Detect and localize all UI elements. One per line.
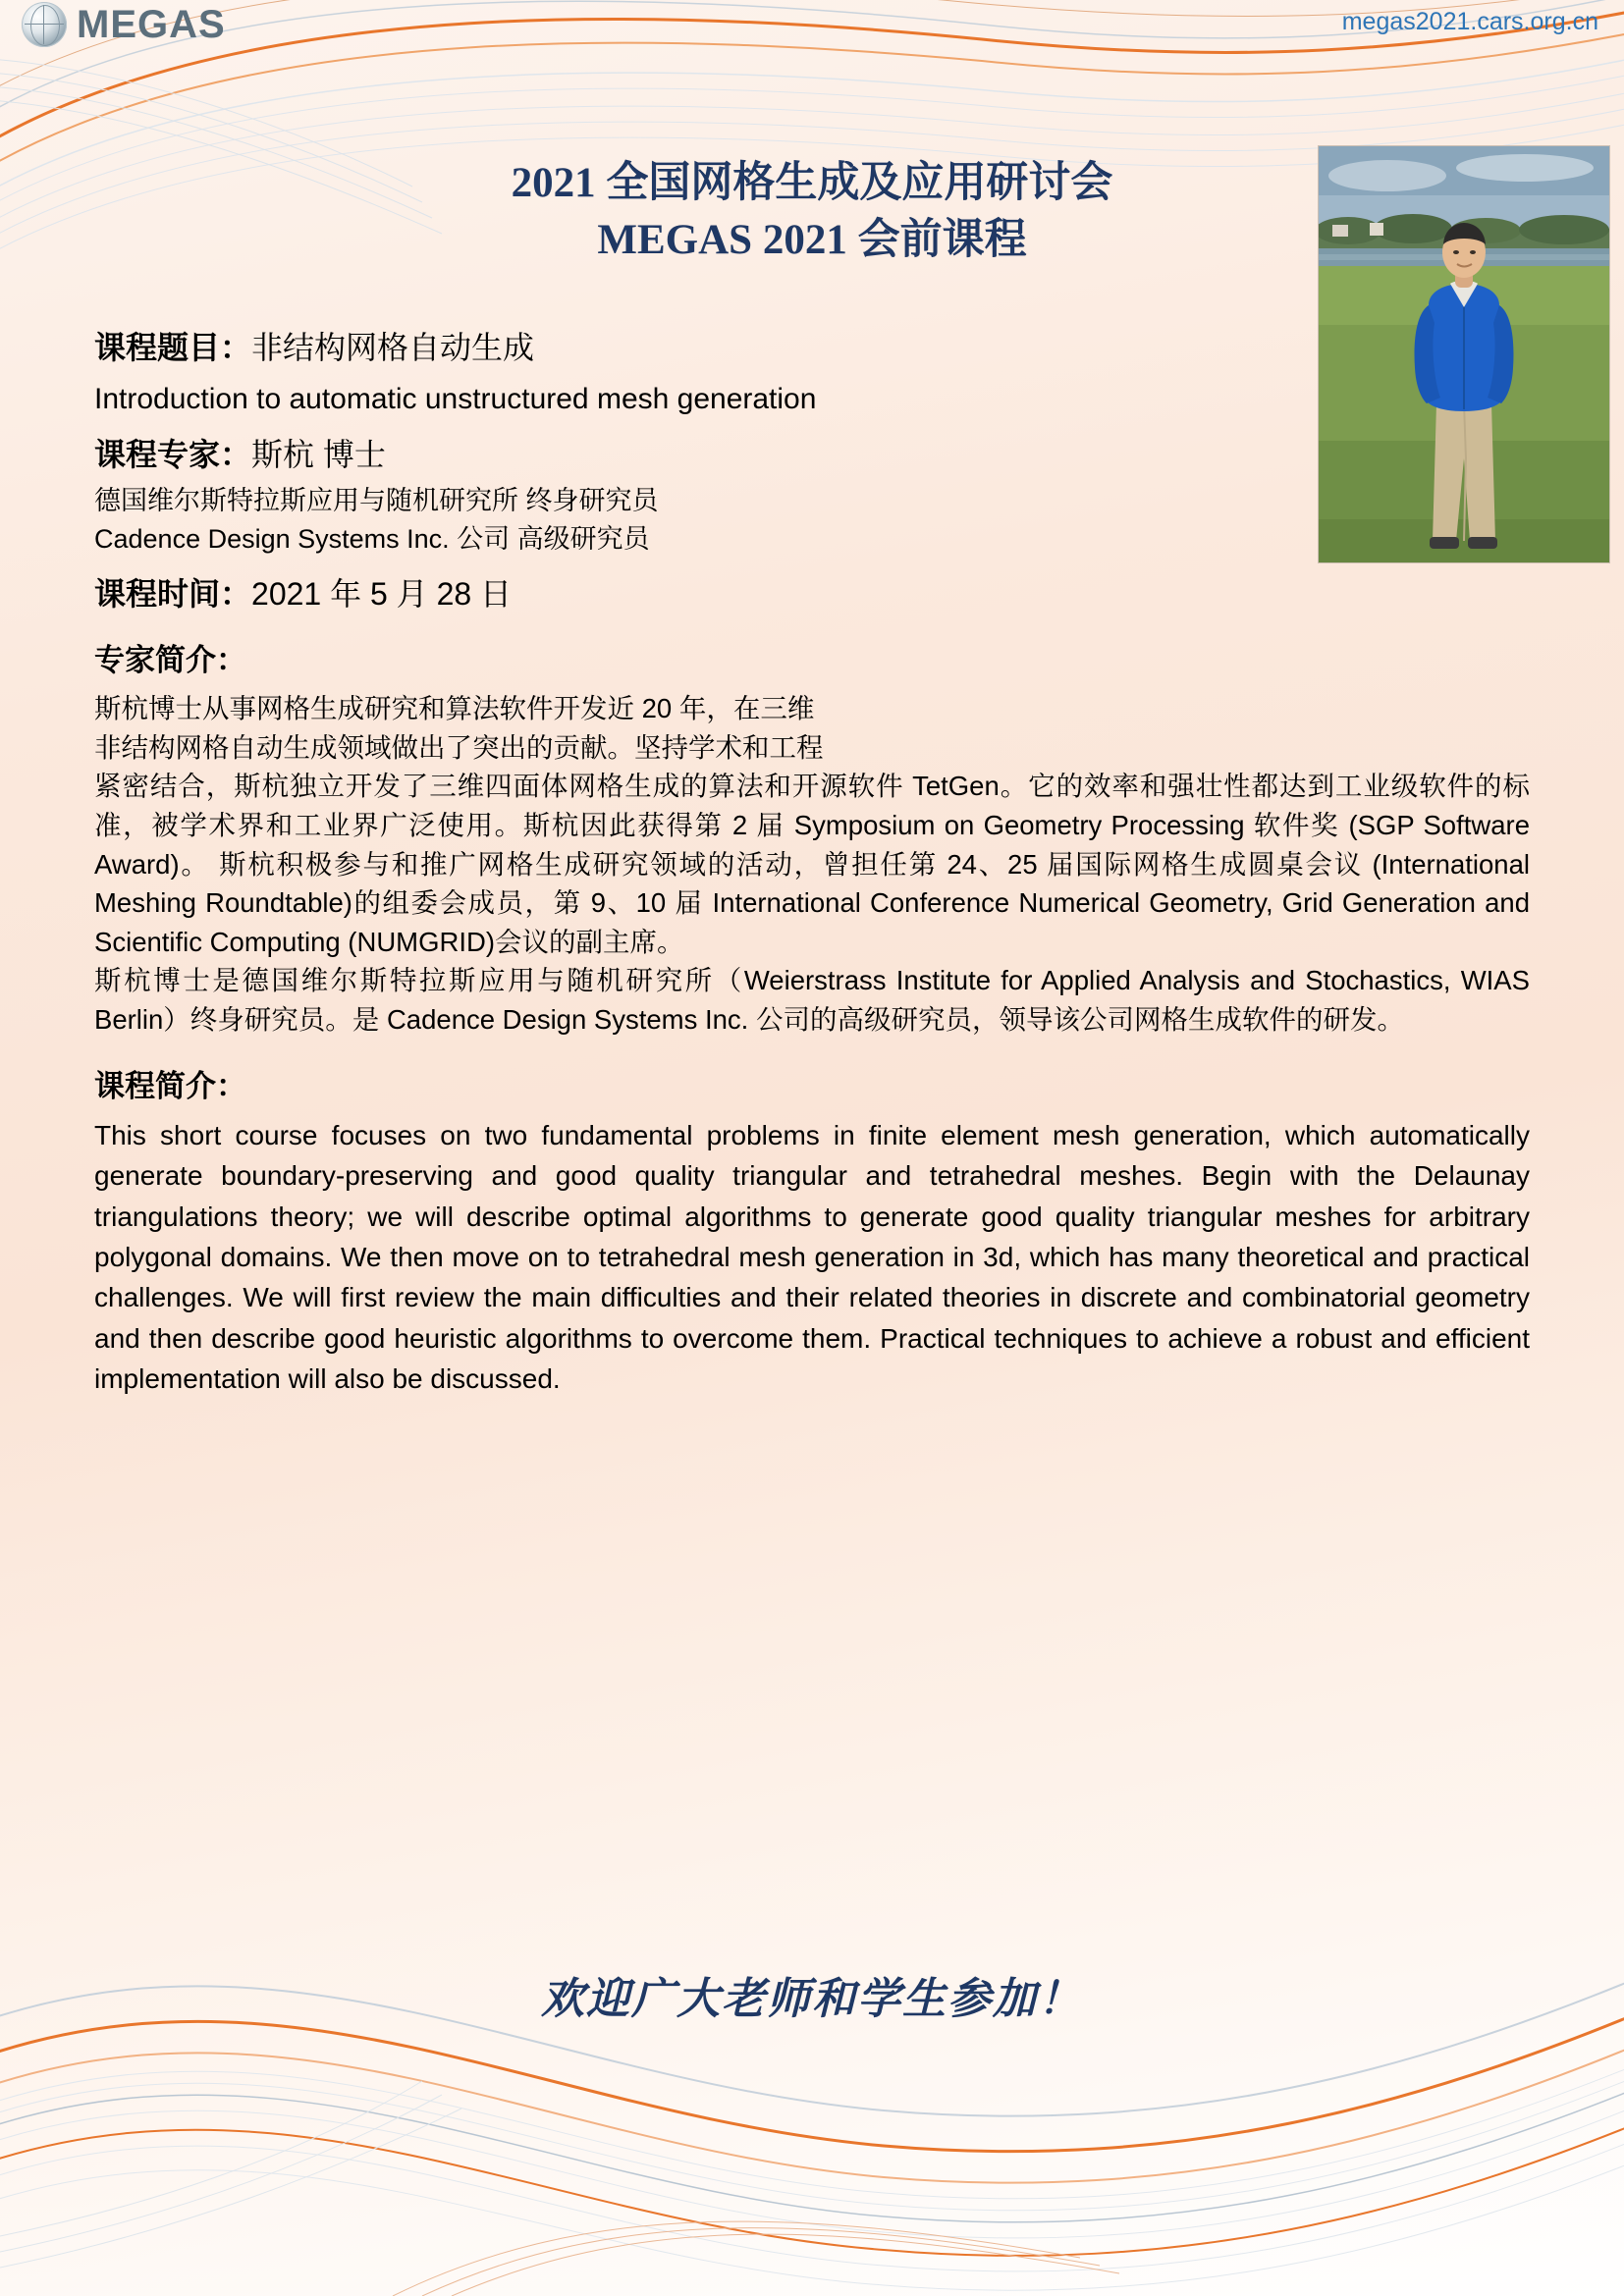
course-time-value: 2021 年 5 月 28 日 <box>251 576 513 613</box>
globe-icon <box>22 2 67 47</box>
course-title-en: Introduction to automatic unstructured mesh generation <box>94 383 817 415</box>
course-time-row <box>94 570 1530 617</box>
poster-body <box>94 324 1530 1400</box>
bio-line-2: 非结构网格自动生成领域做出了突出的贡献。坚持学术和工程 <box>94 731 824 763</box>
speaker-portrait <box>1318 145 1610 563</box>
bio-paragraph-main: 紧密结合，斯杭独立开发了三维四面体网格生成的算法和开源软件 TetGen。它的效率和强壮性都达到工业级软件的标准，被学术界和工业界广泛使用。斯杭因此获得第 2 届 Symposium on Geometry Processing 软件奖 (SGP Software Award)。 斯杭积极参与和推广网格生成研究领域的活动，曾担任第 24、25 届国际网格生成圆桌会议 (International Meshing Roundtable)的组委会成员，第 9、10 届 International Conference Numerical Geometry, Grid Generation and Scientific Computing (NUMGRID)会议的副主席。 <box>94 771 1530 957</box>
course-title-label: 课程题目： <box>94 330 252 365</box>
logo-text: MEGAS <box>77 2 226 46</box>
course-title-row <box>94 324 1530 371</box>
course-title-banner: MEGAS 2021 会前课程 <box>597 216 1027 263</box>
bio-heading: 专家简介： <box>94 643 246 678</box>
course-intro-text: This short course focuses on two fundamental problems in finite element mesh generation, which automatically generate boundary-preserving and good quality triangular and tetrahedral meshes. Begin with the Delaunay triangulations theory; we will describe optimal algorithms to generate good quality triangular meshes for arbitrary polygonal domains. We then move on to tetrahedral mesh generation in 3d, which has many theoretical and practical challenges. We will first review the main difficulties and their related theories in discrete and combinatorial geometry and then describe good heuristic algorithms to overcome them. Practical techniques to achieve a robust and efficient implementation will also be discussed. <box>94 1119 1530 1395</box>
expert-row <box>94 431 1530 478</box>
expert-name: 斯杭 博士 <box>251 437 386 472</box>
globe-ring <box>30 5 60 46</box>
conference-title: 2021 全国网格生成及应用研讨会 <box>511 160 1113 206</box>
megas-logo <box>22 2 226 47</box>
course-intro-block <box>94 1115 1530 1400</box>
bio-block <box>94 689 1530 1039</box>
affiliation-1: 德国维尔斯特拉斯应用与随机研究所 终身研究员 <box>94 486 659 515</box>
site-url-link[interactable]: megas2021.cars.org.cn <box>1341 8 1598 35</box>
bio-paragraph-last: 斯杭博士是德国维尔斯特拉斯应用与随机研究所（Weierstrass Institute for Applied Analysis and Stochastics, WIAS Berlin）终身研究员。是 Cadence Design Systems Inc. 公司的高级研究员，领导该公司网格生成软件的研发。 <box>94 965 1530 1036</box>
bio-line-1: 斯杭博士从事网格生成研究和算法软件开发近 20 年，在三维 <box>94 693 815 724</box>
page-header <box>0 0 1624 71</box>
course-time-label: 课程时间： <box>94 576 252 613</box>
course-intro-heading: 课程简介： <box>94 1068 246 1103</box>
expert-label: 课程专家： <box>94 437 252 472</box>
affiliation-2: Cadence Design Systems Inc. 公司 高级研究员 <box>94 524 650 555</box>
portrait-illustration <box>1319 146 1609 562</box>
course-title-cn: 非结构网格自动生成 <box>251 330 535 365</box>
welcome-message: 欢迎广大老师和学生参加！ <box>541 1975 1083 2023</box>
